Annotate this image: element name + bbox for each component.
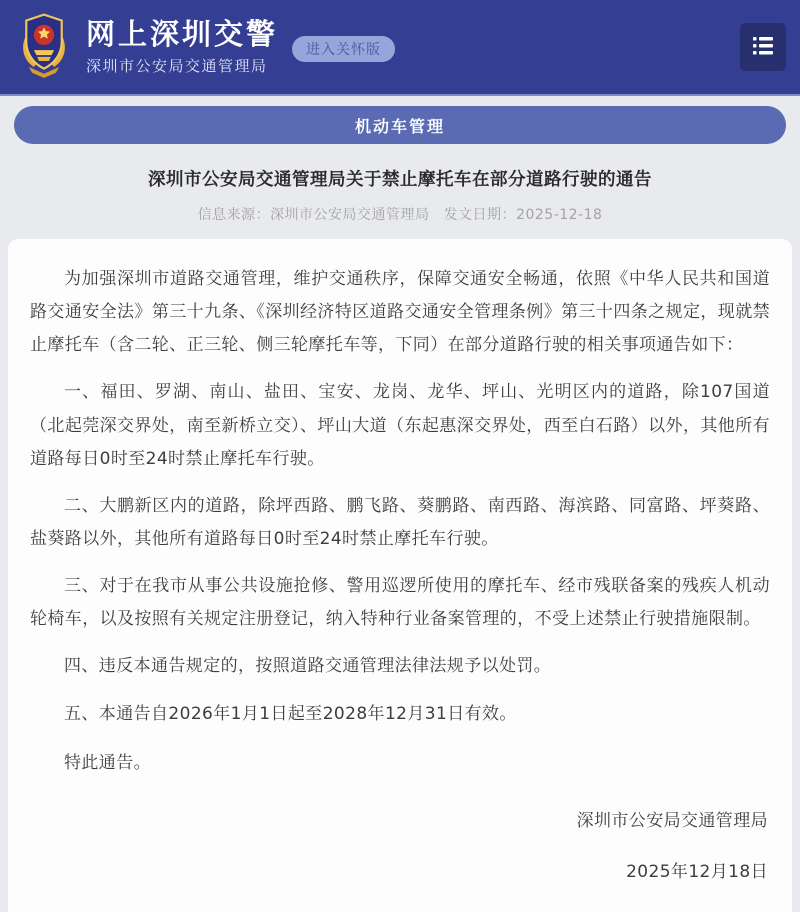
article-title: 深圳市公安局交通管理局关于禁止摩托车在部分道路行驶的通告 — [148, 170, 652, 190]
site-subtitle: 深圳市公安局交通管理局 — [86, 57, 268, 76]
notice-card — [8, 239, 792, 912]
site-header — [0, 0, 800, 96]
care-mode-button[interactable]: 进入关怀版 — [292, 36, 395, 62]
notice-signature-date: 2025年12月18日 — [626, 861, 768, 882]
meta-date-value: 2025-12-18 — [516, 207, 603, 223]
notice-paragraph: 三、对于在我市从事公共设施抢修、警用巡逻所使用的摩托车、经市残联备案的残疾人机动轮椅车，以及按照有关规定注册登记，纳入特种行业备案管理的，不受上述禁止行驶措施限制。 — [30, 576, 770, 630]
notice-paragraph: 为加强深圳市道路交通管理，维护交通秩序，保障交通安全畅通，依照《中华人民共和国道路交通安全法》第三十九条、《深圳经济特区道路交通安全管理条例》第三十四条之规定，现就禁止摩托车（含二轮、正三轮、侧三轮摩托车等，下同）在部分道路行驶的相关事项通告如下： — [30, 269, 770, 356]
notice-paragraph: 一、福田、罗湖、南山、盐田、宝安、龙岗、龙华、坪山、光明区内的道路，除107国道（北起莞深交界处，南至新桥立交）、坪山大道（东起惠深交界处，西至白石路）以外，其他所有道路每日0时至24时禁止摩托车行驶。 — [30, 382, 770, 469]
notice-signature: 深圳市公安局交通管理局 — [576, 810, 768, 831]
site-title-block — [86, 18, 278, 76]
meta-source-label: 信息来源： — [197, 207, 271, 223]
meta-source-value: 深圳市公安局交通管理局 — [270, 207, 430, 223]
article-meta — [0, 204, 800, 224]
meta-date-label: 发文日期： — [443, 207, 517, 223]
police-badge-icon — [17, 11, 71, 83]
section-nav-label: 机动车管理 — [354, 116, 445, 136]
menu-button[interactable] — [740, 23, 786, 71]
notice-paragraph: 五、本通告自2026年1月1日起至2028年12月31日有效。 — [64, 703, 517, 724]
site-title: 网上深圳交警 — [86, 16, 279, 51]
notice-paragraph: 二、大鹏新区内的道路，除坪西路、鹏飞路、葵鹏路、南西路、海滨路、同富路、坪葵路、盐葵路以外，其他所有道路每日0时至24时禁止摩托车行驶。 — [30, 495, 770, 549]
notice-closing: 特此通告。 — [64, 752, 151, 773]
site-logo[interactable] — [16, 11, 72, 83]
notice-paragraph: 四、违反本通告规定的，按照道路交通管理法律法规予以处罚。 — [64, 656, 552, 677]
section-nav-bar[interactable] — [14, 106, 786, 144]
list-menu-icon — [750, 33, 776, 62]
